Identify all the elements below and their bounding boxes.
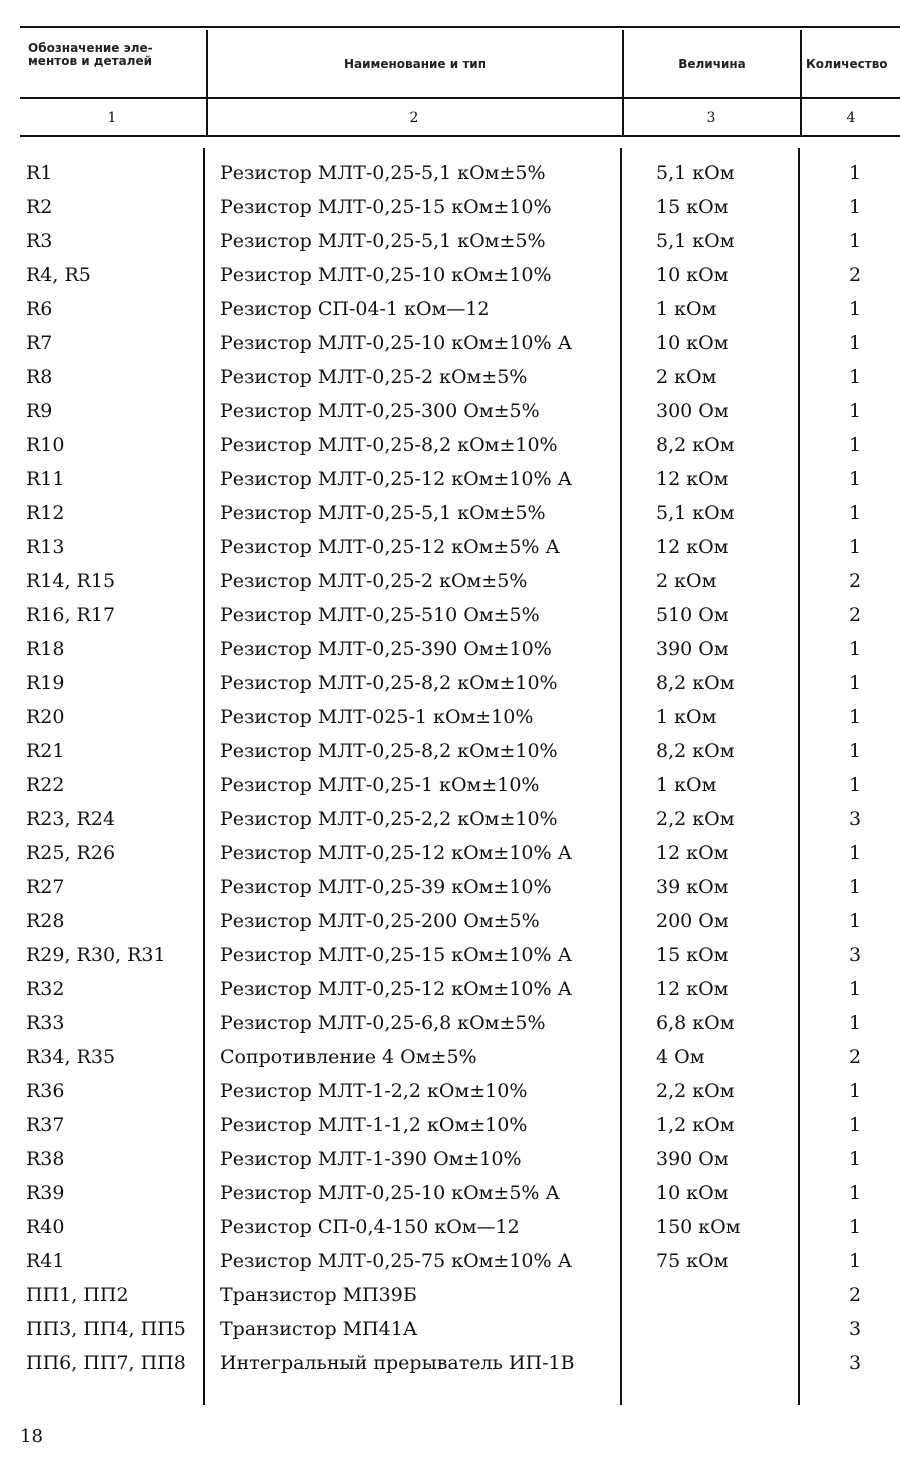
designation-cell: R23, R24: [26, 808, 116, 830]
name-cell: Резистор МЛТ-0,25-15 кОм±10% А: [220, 944, 573, 966]
name-cell: Резистор МЛТ-0,25-39 кОм±10%: [220, 876, 552, 898]
page-number: 18: [20, 1426, 43, 1447]
value-cell: 15 кОм: [656, 196, 729, 218]
table-row: [0, 740, 900, 774]
table-row: [0, 1046, 900, 1080]
designation-cell: R29, R30, R31: [26, 944, 166, 966]
designation-cell: R33: [26, 1012, 65, 1034]
value-cell: 75 кОм: [656, 1250, 729, 1272]
quantity-cell: 3: [848, 944, 862, 966]
value-cell: 2,2 кОм: [656, 808, 735, 830]
value-cell: 10 кОм: [656, 264, 729, 286]
value-cell: 510 Ом: [656, 604, 729, 626]
quantity-cell: 1: [848, 1012, 862, 1034]
designation-cell: R27: [26, 876, 65, 898]
table-row: [0, 400, 900, 434]
value-cell: 390 Ом: [656, 638, 729, 660]
quantity-cell: 1: [848, 638, 862, 660]
value-cell: 15 кОм: [656, 944, 729, 966]
designation-cell: R6: [26, 298, 53, 320]
quantity-cell: 2: [848, 1284, 862, 1306]
designation-cell: R37: [26, 1114, 65, 1136]
value-cell: 39 кОм: [656, 876, 729, 898]
name-cell: Резистор МЛТ-0,25-8,2 кОм±10%: [220, 740, 558, 762]
name-cell: Транзистор МП41А: [220, 1318, 418, 1340]
quantity-cell: 2: [848, 264, 862, 286]
value-cell: 2,2 кОм: [656, 1080, 735, 1102]
column-number-2: 2: [409, 110, 419, 126]
designation-cell: R20: [26, 706, 65, 728]
value-cell: 5,1 кОм: [656, 162, 735, 184]
table-row: [0, 638, 900, 672]
quantity-cell: 1: [848, 978, 862, 1000]
designation-cell: R41: [26, 1250, 65, 1272]
quantity-cell: 3: [848, 808, 862, 830]
name-cell: Резистор МЛТ-0,25-2 кОм±5%: [220, 570, 528, 592]
designation-cell: R10: [26, 434, 65, 456]
value-cell: 200 Ом: [656, 910, 729, 932]
name-cell: Резистор МЛТ-0,25-200 Ом±5%: [220, 910, 540, 932]
value-cell: 6,8 кОм: [656, 1012, 735, 1034]
value-cell: 1 кОм: [656, 774, 717, 796]
table-row: [0, 808, 900, 842]
designation-cell: R21: [26, 740, 65, 762]
table-row: [0, 1148, 900, 1182]
table-row: [0, 264, 900, 298]
value-cell: 150 кОм: [656, 1216, 741, 1238]
column-number-3: 3: [706, 110, 716, 126]
table-top-rule: [20, 26, 900, 28]
value-cell: 10 кОм: [656, 1182, 729, 1204]
designation-cell: R12: [26, 502, 65, 524]
quantity-cell: 1: [848, 434, 862, 456]
table-row: [0, 1182, 900, 1216]
quantity-cell: 1: [848, 162, 862, 184]
name-cell: Резистор МЛТ-0,25-2 кОм±5%: [220, 366, 528, 388]
header-quantity: Количество: [806, 58, 888, 71]
value-cell: 5,1 кОм: [656, 502, 735, 524]
table-row: [0, 434, 900, 468]
table-row: [0, 1250, 900, 1284]
designation-cell: R2: [26, 196, 53, 218]
designation-cell: R13: [26, 536, 65, 558]
designation-cell: ПП3, ПП4, ПП5: [26, 1318, 186, 1340]
name-cell: Резистор МЛТ-0,25-12 кОм±5% А: [220, 536, 560, 558]
designation-cell: R32: [26, 978, 65, 1000]
designation-cell: ПП1, ПП2: [26, 1284, 129, 1306]
name-cell: Резистор МЛТ-0,25-75 кОм±10% А: [220, 1250, 573, 1272]
designation-cell: R39: [26, 1182, 65, 1204]
table-row: [0, 672, 900, 706]
value-cell: 12 кОм: [656, 842, 729, 864]
designation-cell: R9: [26, 400, 53, 422]
designation-cell: R18: [26, 638, 65, 660]
table-row: [0, 1284, 900, 1318]
name-cell: Резистор МЛТ-1-2,2 кОм±10%: [220, 1080, 528, 1102]
table-row: [0, 366, 900, 400]
value-cell: 390 Ом: [656, 1148, 729, 1170]
quantity-cell: 1: [848, 774, 862, 796]
name-cell: Резистор МЛТ-0,25-5,1 кОм±5%: [220, 162, 546, 184]
quantity-cell: 1: [848, 876, 862, 898]
quantity-cell: 1: [848, 740, 862, 762]
quantity-cell: 3: [848, 1318, 862, 1340]
designation-cell: R34, R35: [26, 1046, 116, 1068]
table-row: [0, 604, 900, 638]
table-row: [0, 196, 900, 230]
designation-cell: R8: [26, 366, 53, 388]
name-cell: Интегральный прерыватель ИП-1В: [220, 1352, 575, 1374]
name-cell: Резистор МЛТ-0,25-390 Ом±10%: [220, 638, 552, 660]
table-row: [0, 536, 900, 570]
column-number-4: 4: [846, 110, 856, 126]
name-cell: Резистор МЛТ-0,25-10 кОм±5% А: [220, 1182, 560, 1204]
designation-cell: R22: [26, 774, 65, 796]
quantity-cell: 1: [848, 502, 862, 524]
value-cell: 12 кОм: [656, 978, 729, 1000]
quantity-cell: 1: [848, 1148, 862, 1170]
quantity-cell: 1: [848, 1216, 862, 1238]
column-number-1: 1: [107, 110, 117, 126]
designation-cell: R28: [26, 910, 65, 932]
quantity-cell: 1: [848, 1250, 862, 1272]
table-row: [0, 910, 900, 944]
quantity-cell: 1: [848, 910, 862, 932]
table-row: [0, 978, 900, 1012]
name-cell: Резистор МЛТ-1-390 Ом±10%: [220, 1148, 522, 1170]
value-cell: 5,1 кОм: [656, 230, 735, 252]
quantity-cell: 1: [848, 536, 862, 558]
designation-cell: R36: [26, 1080, 65, 1102]
value-cell: 12 кОм: [656, 536, 729, 558]
quantity-cell: 1: [848, 842, 862, 864]
name-cell: Резистор МЛТ-0,25-15 кОм±10%: [220, 196, 552, 218]
name-cell: Резистор МЛТ-0,25-5,1 кОм±5%: [220, 230, 546, 252]
table-row: [0, 570, 900, 604]
value-cell: 1 кОм: [656, 298, 717, 320]
name-cell: Резистор СП-0,4-150 кОм—12: [220, 1216, 520, 1238]
header-designation: Обозначение эле- ментов и деталей: [28, 41, 153, 68]
name-cell: Транзистор МП39Б: [220, 1284, 417, 1306]
quantity-cell: 2: [848, 1046, 862, 1068]
table-row: [0, 1080, 900, 1114]
value-cell: 12 кОм: [656, 468, 729, 490]
designation-cell: R4, R5: [26, 264, 91, 286]
table-row: [0, 162, 900, 196]
name-cell: Резистор МЛТ-0,25-12 кОм±10% А: [220, 978, 573, 1000]
table-row: [0, 842, 900, 876]
designation-cell: R25, R26: [26, 842, 116, 864]
designation-cell: R1: [26, 162, 53, 184]
table-row: [0, 774, 900, 808]
designation-cell: R40: [26, 1216, 65, 1238]
quantity-cell: 1: [848, 1114, 862, 1136]
quantity-cell: 1: [848, 196, 862, 218]
quantity-cell: 1: [848, 1080, 862, 1102]
designation-cell: R16, R17: [26, 604, 116, 626]
name-cell: Резистор МЛТ-0,25-8,2 кОм±10%: [220, 672, 558, 694]
table-row: [0, 230, 900, 264]
header-value: Величина: [678, 57, 746, 71]
value-cell: 4 Ом: [656, 1046, 705, 1068]
header-name-type: Наименование и тип: [344, 57, 486, 71]
numbers-bottom-rule: [20, 135, 900, 137]
table-row: [0, 332, 900, 366]
name-cell: Резистор МЛТ-0,25-10 кОм±10%: [220, 264, 552, 286]
name-cell: Резистор МЛТ-025-1 кОм±10%: [220, 706, 534, 728]
value-cell: 2 кОм: [656, 366, 717, 388]
value-cell: 8,2 кОм: [656, 672, 735, 694]
name-cell: Резистор МЛТ-0,25-2,2 кОм±10%: [220, 808, 558, 830]
designation-cell: R14, R15: [26, 570, 116, 592]
name-cell: Сопротивление 4 Ом±5%: [220, 1046, 477, 1068]
value-cell: 8,2 кОм: [656, 740, 735, 762]
value-cell: 2 кОм: [656, 570, 717, 592]
table-row: [0, 1318, 900, 1352]
quantity-cell: 2: [848, 604, 862, 626]
designation-cell: R11: [26, 468, 65, 490]
designation-cell: R3: [26, 230, 53, 252]
table-row: [0, 1352, 900, 1386]
quantity-cell: 1: [848, 332, 862, 354]
designation-cell: R38: [26, 1148, 65, 1170]
quantity-cell: 1: [848, 400, 862, 422]
quantity-cell: 1: [848, 230, 862, 252]
value-cell: 10 кОм: [656, 332, 729, 354]
name-cell: Резистор МЛТ-0,25-1 кОм±10%: [220, 774, 540, 796]
table-row: [0, 706, 900, 740]
quantity-cell: 1: [848, 1182, 862, 1204]
name-cell: Резистор МЛТ-0,25-5,1 кОм±5%: [220, 502, 546, 524]
table-row: [0, 1114, 900, 1148]
table-row: [0, 876, 900, 910]
table-row: [0, 1216, 900, 1250]
quantity-cell: 1: [848, 366, 862, 388]
value-cell: 8,2 кОм: [656, 434, 735, 456]
name-cell: Резистор МЛТ-0,25-8,2 кОм±10%: [220, 434, 558, 456]
name-cell: Резистор МЛТ-0,25-10 кОм±10% А: [220, 332, 573, 354]
header-bottom-rule: [20, 97, 900, 99]
name-cell: Резистор СП-04-1 кОм—12: [220, 298, 490, 320]
value-cell: 1 кОм: [656, 706, 717, 728]
designation-cell: ПП6, ПП7, ПП8: [26, 1352, 186, 1374]
table-row: [0, 1012, 900, 1046]
name-cell: Резистор МЛТ-0,25-12 кОм±10% А: [220, 468, 573, 490]
quantity-cell: 1: [848, 672, 862, 694]
name-cell: Резистор МЛТ-0,25-12 кОм±10% А: [220, 842, 573, 864]
quantity-cell: 2: [848, 570, 862, 592]
table-row: [0, 944, 900, 978]
quantity-cell: 1: [848, 298, 862, 320]
name-cell: Резистор МЛТ-0,25-510 Ом±5%: [220, 604, 540, 626]
quantity-cell: 1: [848, 706, 862, 728]
table-row: [0, 298, 900, 332]
quantity-cell: 1: [848, 468, 862, 490]
table-row: [0, 468, 900, 502]
name-cell: Резистор МЛТ-1-1,2 кОм±10%: [220, 1114, 528, 1136]
name-cell: Резистор МЛТ-0,25-300 Ом±5%: [220, 400, 540, 422]
table-row: [0, 502, 900, 536]
quantity-cell: 3: [848, 1352, 862, 1374]
value-cell: 1,2 кОм: [656, 1114, 735, 1136]
designation-cell: R19: [26, 672, 65, 694]
name-cell: Резистор МЛТ-0,25-6,8 кОм±5%: [220, 1012, 546, 1034]
designation-cell: R7: [26, 332, 53, 354]
value-cell: 300 Ом: [656, 400, 729, 422]
